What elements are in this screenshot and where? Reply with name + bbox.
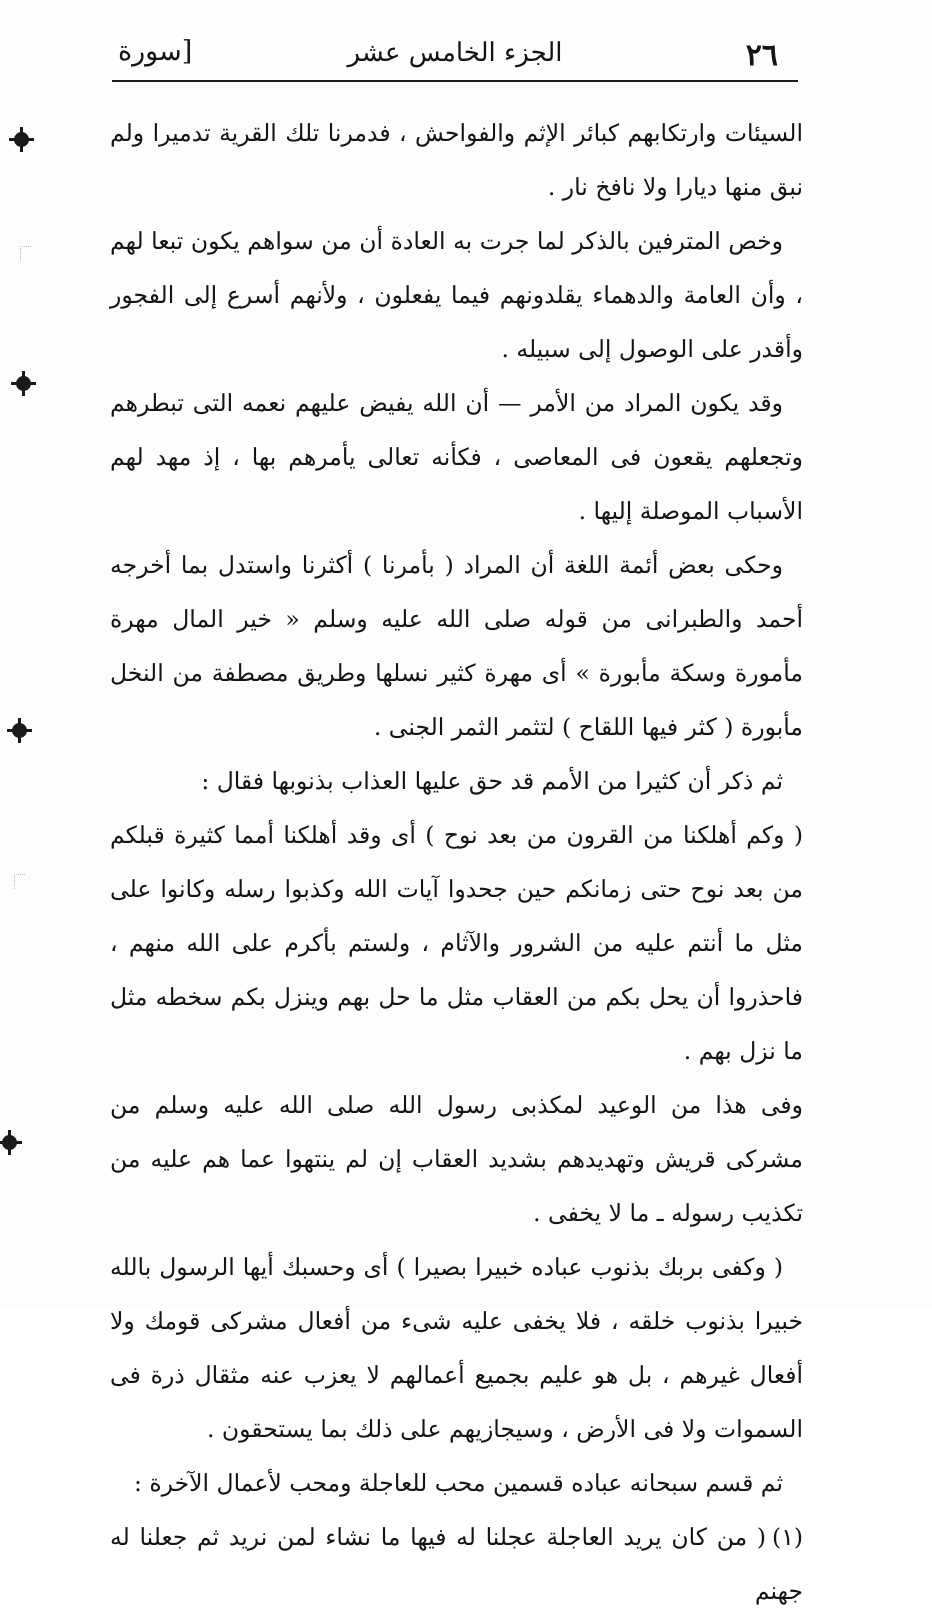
- header-rule: [112, 80, 798, 82]
- paragraph-5: ثم ذكر أن كثيرا من الأمم قد حق عليها العذاب بذنوبها فقال :: [201, 767, 783, 795]
- paragraph-9: ثم قسم سبحانه عباده قسمين محب للعاجلة ومحب لأعمال الآخرة :: [133, 1469, 783, 1497]
- surah-label: [118, 36, 192, 67]
- paragraph-4: وحكى بعض أئمة اللغة أن المراد ( بأمرنا ) أكثرنا واستدل بما أخرجه أحمد والطبرانى من قوله صلى الله عليه وسلم « خير المال مهرة مأمورة وسكة مأبورة » أى مهرة كثير نسلها وطريق مصطفة من النخل مأبورة ( كثر فيها اللقاح ) لتثمر الثمر الجنى .: [110, 551, 803, 741]
- paragraph-1: السيئات وارتكابهم كبائر الإثم والفواحش ، فدمرنا تلك القرية تدميرا ولم نبق منها ديارا ولا نافخ نار .: [110, 119, 803, 201]
- page-header: [112, 30, 798, 82]
- margin-mark: [16, 376, 31, 391]
- margin-speck: [14, 874, 25, 889]
- paragraph-8: ( وكفى بربك بذنوب عباده خبيرا بصيرا ) أى وحسبك أيها الرسول بالله خبيرا بذنوب خلقه ، فلا يخفى عليه شىء من أفعال مشركى قومك ولا أفعال غيرهم ، بل هو عليم بجميع أعمالهم لا يعزب عنه مثقال ذرة فى السموات ولا فى الأرض ، وسيجازيهم على ذلك بما يستحقون .: [110, 1253, 803, 1443]
- surah-label-text: سورة: [118, 36, 182, 67]
- margin-mark: [12, 723, 27, 738]
- paragraph-2: وخص المترفين بالذكر لما جرت به العادة أن من سواهم يكون تبعا لهم ، وأن العامة والدهماء يقلدونهم فيما يفعلون ، ولأنهم أسرع إلى الفجور وأقدر على الوصول إلى سبيله .: [110, 227, 803, 363]
- margin-mark: [14, 132, 29, 147]
- margin-speck: [20, 246, 31, 261]
- paragraph-10-text: ( من كان يريد العاجلة عجلنا له فيها ما نشاء لمن نريد ثم جعلنا له جهنم: [110, 1523, 803, 1605]
- paragraph-6: ( وكم أهلكنا من القرون من بعد نوح ) أى وقد أهلكنا أمما كثيرة قبلكم من بعد نوح حتى زمانكم حين جحدوا آيات الله وكذبوا رسله وكانوا على مثل ما أنتم عليه من الشرور والآثام ، ولستم بأكرم على الله منهم ، فاحذروا أن يحل بكم من العقاب مثل ما حل بهم وينزل بكم سخطه مثل ما نزل بهم .: [110, 821, 803, 1065]
- surah-bracket: [: [181, 36, 193, 67]
- running-title: الجزء الخامس عشر: [347, 38, 563, 68]
- margin-mark: [2, 1135, 17, 1150]
- paragraph-10: [110, 1510, 803, 1618]
- paragraph-7: وفى هذا من الوعيد لمكذبى رسول الله صلى الله عليه وسلم من مشركى قريش وتهديدهم بشديد العقاب إن لم ينتهوا عما هم عليه من تكذيب رسوله ـ ما لا يخفى .: [110, 1091, 803, 1227]
- paragraph-3: وقد يكون المراد من الأمر — أن الله يفيض عليهم نعمه التى تبطرهم وتجعلهم يقعون فى المعاصى ، فكأنه تعالى يأمرهم بها ، إذ مهد لهم الأسباب الموصلة إليها .: [110, 389, 803, 525]
- footnote-number: (١): [772, 1523, 803, 1551]
- page-number: ٢٦: [745, 38, 778, 73]
- body-text: [110, 106, 803, 1605]
